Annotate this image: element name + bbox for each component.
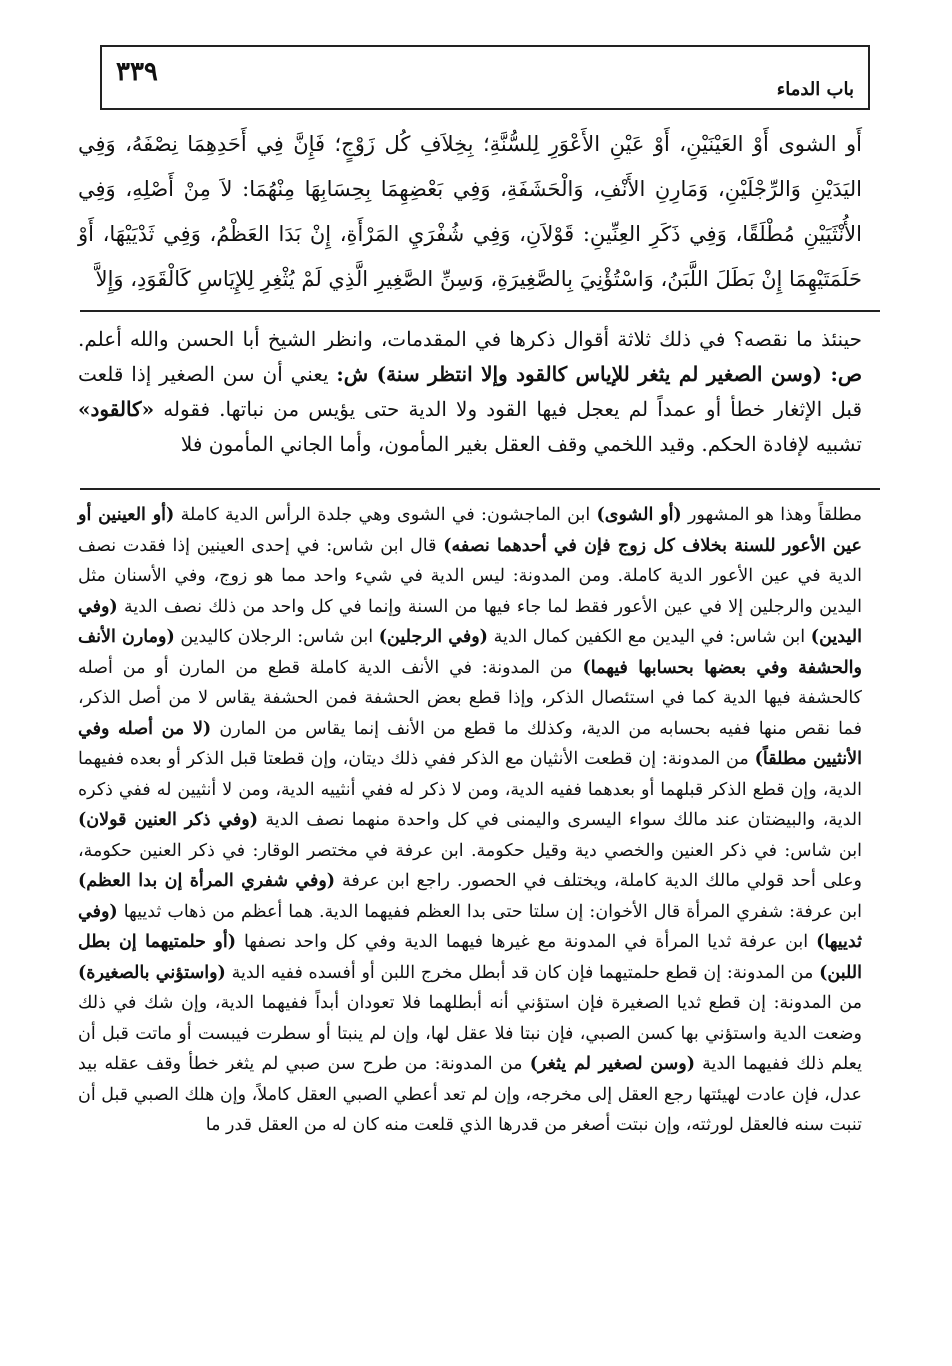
divider-bottom [80,488,880,490]
commentary-quote: «كالقود» [78,397,155,421]
commentary-line1: حينئذ ما نقصه؟ في ذلك ثلاثة أقوال ذكرها في المقدمات، وانظر الشيخ أبا الحسن والله أعلم. [78,327,862,351]
commentary-end: تشبيه لإفادة الحكم. وقيد اللخمي وقف العقل بغير المأمون، وأما الجاني المأمون فلا [180,432,862,456]
note-text: من المدونة: من طرح سن صبي لم يثغر خطأ وقف عقله بيد عدل، فإن عادت لهيئتها رجع العقل إلى مخرجه، وإن لم تعد أعطي الصبي العقل كاملاً، وإن هلك الصبي قبل أن تنبت سنه فالعقل لورثته، وإن نبتت أصغر من قدرها الذي قلعت منه كان له من العقل قدر ما [78,1054,862,1135]
note-text: ابن عرفة: شفري المرأة قال الأخوان: إن سلتا حتى بدا العظم ففيهما الدية. هما أعظم من ذهاب ثدييها [123,901,862,922]
note-bold: (وفي الرجلين) [378,627,488,647]
note-bold: (وفي شفري المرأة إن بدا العظم) [78,871,336,891]
main-text-paragraph: أَو الشوى أَوْ العَيْنَيْنِ، أَوْ عَيْنِ الأَعْوَرِ لِلسُّنَّةِ؛ بِخِلاَفِ كُل زَوْجٍ؛ فَإِنَّ فِي أَحَدِهِمَا نِصْفَهُ، وَفِي اليَدَيْنِ وَالرِّجْلَيْنِ، وَمَارِنِ الأَنْفِ، وَالْحَشَفَةِ، وَفِي بَعْضِهِمَا بِحِسَابِهَا مِنْهُمَا: لاَ مِنْ أَصْلِهِ، وَفِي الأُنْثَيَيْنِ مُطْلَقًا، وَفِي ذَكَرِ العِنِّينِ: قَوْلاَنِ، وَفِي شُفْرَيِ المَرْأَةِ، إِنْ بَدَا العَظْمُ، وَفِي ثَدْيَيْهَا، أَوْ حَلَمَتَيْهِمَا إِنْ بَطَلَ اللَّبَنُ، وَاسْتُؤْنِيَ بِالصَّغِيرَةِ، وَسِنِّ الصَّغِيرِ الَّذِي لَمْ يُثْغِرِ لِلإِيَاسِ كَالْقَوَدِ، وَإِلاَّ [78,132,862,291]
page-header [100,45,870,110]
commentary [0,322,952,482]
chapter-title: باب الدماء [776,79,854,100]
note-text: مطلقاً وهذا هو المشهور [687,505,862,525]
note-bold: (أو العينين أو عين الأعور للسنة بخلاف كل زوج فإن في أحدهما نصفه) [78,505,862,556]
commentary-rest: يعني أن سن الصغير إذا قلعت قبل الإثغار خطأ أو عمداً لم يعجل فيها القود ولا الدية حتى يؤيس من نباتها. فقوله [78,362,863,421]
note-bold: (أو حلمتيهما إن بطل اللبن) [78,932,862,983]
note-bold: (ومارن الأنف والحشفة وفي بعضها بحسابها فيهما) [78,627,862,678]
note-bold: (وفي اليدين) [78,596,862,647]
note-text: من المدونة: إن قطع حلمتيهما فإن كان قد أبطل مخرج اللبن أو أفسده ففيه الدية [231,962,814,983]
main-text [0,122,952,304]
page-number: ٣٣٩ [116,57,158,87]
footnotes [0,500,952,1340]
note-text: من المدونة: إن قطعت الأنثيان مع الذكر ففي ذلك ديتان، وإن قطعتا قبل الذكر أو بعده ففيهما الدية، وإن قطع الذكر قبلهما أو بعدهما ففيه الدية، ومن لا ذكر له ففي أنثييه الدية، ومن لا أنثيين له ففي ذكره الدية، والبيضتان عند مالك سواء اليسرى واليمنى في كل واحدة منهما نصف الدية [78,749,862,830]
note-text: ابن شاس: في اليدين مع الكفين كمال الدية [493,627,806,647]
note-text: ابن عرفة ثديا المرأة في المدونة مع غيرها فيهما الدية وفي كل واحد نصفها [243,932,809,952]
note-bold: (وفي ثدييها) [78,901,862,952]
note-bold: (واستؤني بالصغيرة) [78,962,226,983]
note-text: قال ابن شاس: في إحدى العينين إذا فقدت نصف الدية في عين الأعور الدية كاملة. ومن المدونة: ليس الدية في شيء واحد مما هو زوج، وفي الأسنان مثل اليدين والرجلين إلا في عين الأعور فقط لما جاء فيها من السنة وإنما في كل واحد من ذلك نصف الدية [78,535,862,617]
note-text: ابن شاس: في ذكر العنين والخصي دية وقيل حكومة. ابن عرفة في مختصر الوقار: في ذكر العنين حكومة، وعلى أحد قولي مالك الدية كاملة، ويختلف في الحصور. راجع ابن عرفة [78,840,862,891]
note-bold: (وفي ذكر العنين قولان) [78,810,259,830]
note-bold: (لا من أصله وفي الأنثيين مطلقاً) [78,718,862,769]
note-text: من المدونة: في الأنف الدية كاملة قطع من المارن أو من أصله كالحشفة فيها الدية كما في استئصال الذكر، وإذا قطع بعض الحشفة فمن الحشفة يقاس لا من أصل الذكر، فما نقص منها ففيه بحسابه من الدية، وكذلك ما قطع من الأنف إنما يقاس من المارن [78,657,862,739]
note-text: من المدونة: إن قطع ثديا الصغيرة فإن استؤني أنه أبطلهما فلا تعودان أبداً ففيهما الدية، وإن شك في ذلك وضعت الدية واستؤني بها كسن الصبي، فإن نبتا فلا عقل لها، وإن لم ينبتا أو سطرت فيبست أو ماتت قبل أن يعلم ذلك ففيهما الدية [78,993,862,1074]
note-bold: (وسن لصغير لم يثغر) [529,1054,695,1074]
divider-top [80,310,880,312]
commentary-label: ص: (وسن الصغير لم يثغر للإياس كالقود وإلا انتظر سنة) ش: [336,362,863,386]
note-bold: (أو الشوى) [596,505,682,525]
note-text: ابن الماجشون: في الشوى وهي جلدة الرأس الدية كاملة [180,505,591,525]
note-text: ابن شاس: الرجلان كاليدين [180,627,374,647]
